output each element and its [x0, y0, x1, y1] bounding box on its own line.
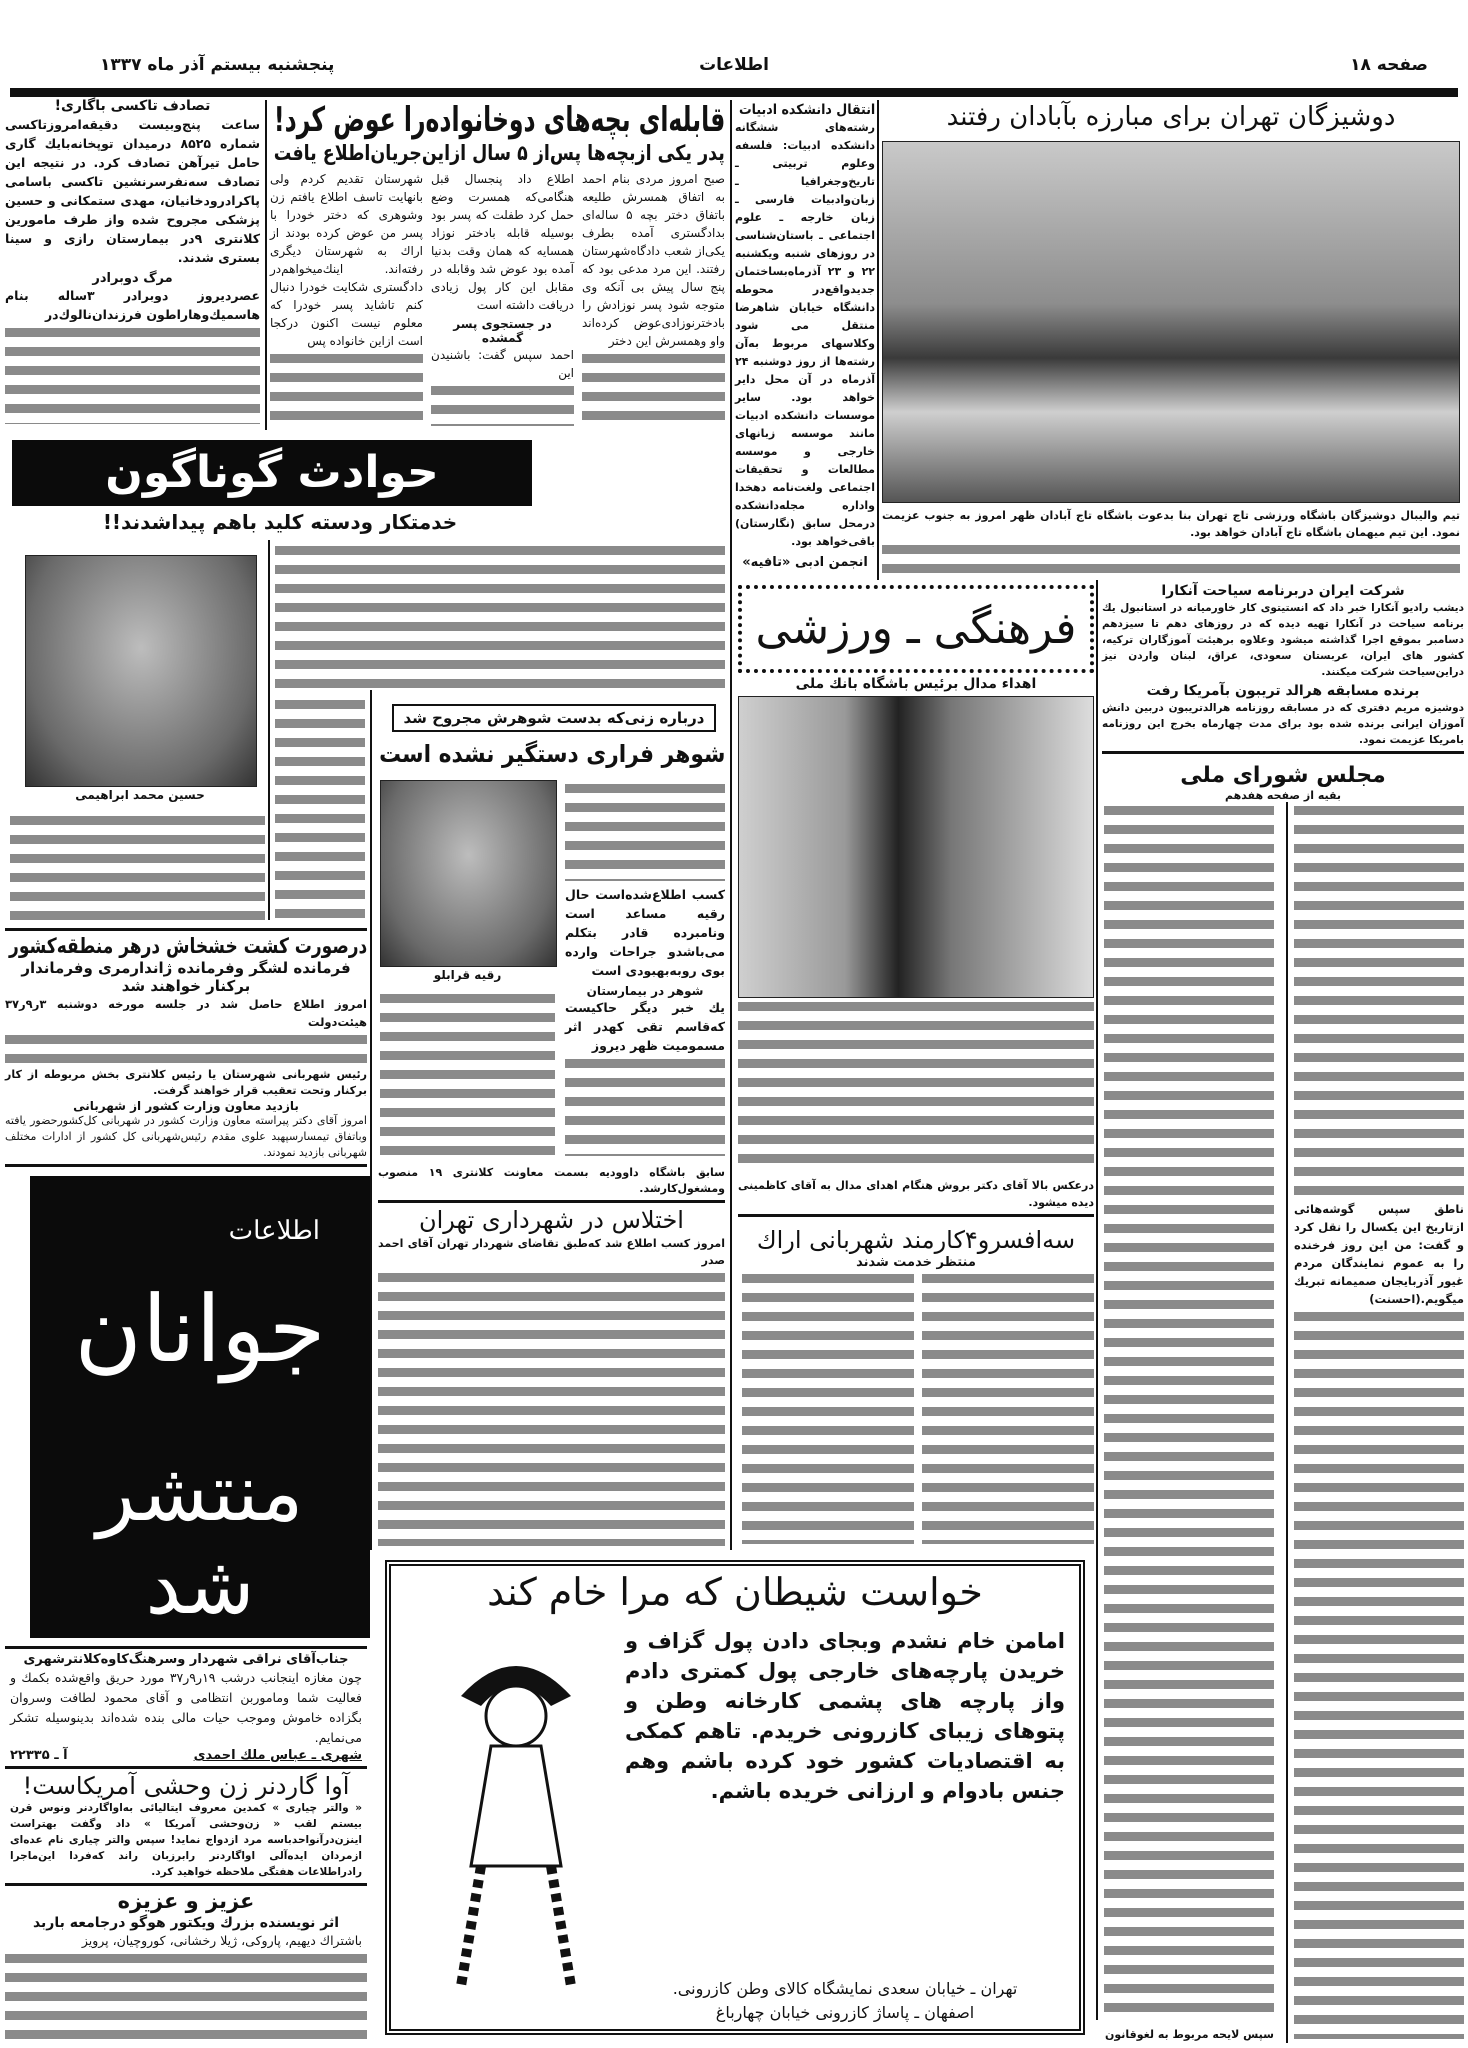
column-divider [268, 540, 270, 920]
ankara-headline: شرکت ایران دربرنامه سیاحت آنکارا [1161, 583, 1405, 599]
ad-address-isfahan: اصفهان ـ پاساژ کازرونی خیابان چهارباغ [715, 2003, 975, 2022]
section-rule [378, 1200, 725, 1203]
medal-ceremony-photo [738, 696, 1094, 998]
ava-body: « والتر چیاری » کمدین معروف ایتالیائی به‌اواگاردنر ونوس قرن بیستم لقب « زن‌وحشی آمریکا » داد وگفت بهتراست اینزن‌درآنواحدباسه مرد ازدواج نماید! سپس والتر چیاری نام عده‌ای ازمردان ایده‌آلی اواگاردنر رابرزبان راند که‌فردا این‌ماجرا رادراطلاعات هفتگی ملاحظه خواهید کرد. [10, 1802, 362, 1879]
ad-address-tehran: تهران ـ خیابان سعدی نمایشگاه کالای وطن کازرونی. [672, 1979, 1018, 1998]
thanks-headline: جناب‌آقای نراقی شهردار وسرهنگ‌کاوه‌کلانترشهری [23, 1652, 349, 1667]
ad-headline-wrap [391, 1570, 1079, 1616]
qabele-story [270, 100, 725, 430]
arak-column [922, 1270, 1094, 1548]
ad-body: امامن خام نشدم وبجای دادن پول گزاف و خریدن پارچه‌های خارجی پول کمتری دادم واز پارچه های پشمی کارخانه وطن و پتوهای زیبای کازرونی خریدم. تاهم کمکی به اقتصادیات کشور خود کرده باشم وهم جنس بادوام و ارزانی خریده باشم. [625, 1629, 1065, 1803]
adabiyat-sub-headline: انجمن ادبی «تافیه» [742, 554, 868, 570]
khashkhash-headline-wrap [5, 934, 367, 959]
jester-illustration [421, 1636, 611, 2006]
text-block [380, 994, 555, 1162]
text-block [882, 545, 1460, 574]
qabele-column [582, 170, 725, 430]
qabele-sub-headline-wrap [270, 141, 725, 166]
thanks-signature: شهری ـ عباس ملك احمدی [193, 1747, 362, 1763]
text-block [922, 1274, 1094, 1544]
thanks-headline-wrap [5, 1652, 367, 1668]
aziz-sub-headline-wrap [5, 1915, 367, 1932]
text-block [378, 1273, 725, 1546]
arak-story [738, 1226, 1094, 1548]
text-block [5, 1035, 367, 1062]
qabele-section-label: در جستجوی پسر گمشده [453, 316, 552, 346]
column-divider [877, 100, 879, 580]
khashkhash-story [5, 925, 367, 1170]
majlis-body: ناطق سپس گوشه‌هائی ازتاریخ این یکسال را نقل کرد و گفت: من این روز فرخنده را به عموم نمایندگان مردم غیور آذربایجان صمیمانه تبریك میگویم.(احسنت) [1294, 1202, 1464, 1307]
aziz-sub-headline: اثر نویسنده بزرك ویکتور هوگو درجامعه باربد [32, 1914, 340, 1931]
page-number: صفحه ۱۸ [1350, 55, 1428, 75]
javanan-advertisement [30, 1176, 370, 1638]
qabele-headline: قابله‌ای بچه‌های دوخانواده‌را عوض کرد! [273, 100, 725, 140]
adabiyat-story [735, 102, 875, 578]
shohar-headline: شوهر فراری دستگیر نشده است [378, 740, 725, 768]
section-rule [5, 1766, 367, 1769]
column-divider [370, 690, 372, 1550]
text-block [275, 700, 365, 922]
ekhtelas-headline: اختلاس در شهرداری تهران [419, 1206, 684, 1234]
khashkhash-tail: رئیس شهربانی شهرستان یا رئیس کلانتری بخش مربوطه از کار برکنار وتحت تعقیب قرار خواهند گرفت. [5, 1067, 367, 1097]
text-block [1104, 806, 1274, 2022]
majlis-headline: مجلس شورای ملی [1180, 762, 1386, 788]
taxi-sub-body: عصردیروز دوبرادر ۳ساله بنام هاسمیك‌وهاراطون فرزندان‌نالوك‌در [5, 288, 260, 323]
ad-headline: خواست شیطان که مرا خام کند [487, 1570, 983, 1614]
qabele-body-col-3: شهرستان تقدیم کردم ولی بانهایت تاسف اطلاع یافتم زن وشوهری که دختر خودرا با پسر من عوض کرده بودند از اراك به شهرستان دیگری رفته‌اند. اینك‌میخواهم‌در دادگستری شکایت خودرا دنبال کنم تاشاید پسر خودرا که معلوم نیست اکنون درکجا است ازاین خانواده پس [270, 171, 423, 348]
medal-caption: درعکس بالا آقای دکتر بروش هنگام اهدای مدال به آقای کاظمینی دیده میشود. [738, 1179, 1094, 1209]
taxi-sub-headline: مرگ دوبرادر [92, 270, 173, 286]
khashkhash-headline: درصورت کشت خشخاش درهر منطقه‌کشور [8, 934, 367, 958]
herald-headline-wrap [1102, 683, 1464, 700]
ekhtelas-body: امروز کسب اطلاع شد که‌طبق تقاضای شهردار تهران آقای احمد صدر [378, 1236, 725, 1267]
volleyball-headline-wrap [882, 102, 1460, 133]
arak-sub-headline: منتظر خدمت شدند [856, 1254, 976, 1270]
arak-headline: سه‌افسرو۴کارمند شهربانی اراك [756, 1226, 1076, 1254]
right-column-stories [1102, 583, 1464, 2043]
adabiyat-body: رشته‌های ششگانه دانشکده ادبیات: فلسفه وعلوم تربیتی ـ تاریخ‌وجغرافیا ـ زبان‌وادبیات فارسی ـ زبان خارجه ـ علوم اجتماعی ـ باستان‌شناسی در روزهای شنبه ویکشنبه ۲۲ و ۲۳ آذرماه‌بساختمان جدیدواقع‌در محوطه دانشگاه خیابان شاهرضا منتقل می شود وکلاسهای مربوط به‌آن رشته‌ها از روز دوشنبه ۲۴ آذرماه در آن محل دایر خواهد بود. سایر موسسات دانشکده ادبیات مانند موسسه زبانهای خارجی و موسسه مطالعات و تحقیقات اجتماعی ولغت‌نامه دهخدا واداره مجله‌دانشکده درمحل سابق (نگارستان) باقی‌خواهد بود. [735, 120, 876, 548]
taxi-headline: تصادف تاکسی باگاری! [54, 98, 211, 114]
text-block [742, 1274, 914, 1544]
section-rule [1102, 751, 1464, 754]
text-block [5, 1954, 367, 2041]
herald-headline: برنده مسابقه هرالد تریبون بآمریکا رفت [1146, 682, 1420, 699]
arak-columns [738, 1270, 1094, 1548]
qabele-columns [270, 170, 725, 430]
qabele-section-body: احمد سپس گفت: باشنیدن این [431, 347, 574, 380]
thanks-body: چون مغازه اینجانب درشب ۱۹ر۹ر۳۷ مورد حریق واقع‌شده بکمك و فعالیت شما وماموربن انتظامی و آقای محمود لطافت وسروان بگزاده خاموش وموجب حیات مالی بنده شده‌اند بدینوسیله تشکر می‌نمایم. [10, 1669, 362, 1745]
ad-text-column [625, 1626, 1065, 2023]
victim-photo-caption: رقیه قرابلو [433, 968, 502, 982]
shohar-kicker-box [392, 704, 716, 732]
section-banner-havades: حوادث گوناگون [12, 440, 532, 506]
medal-headline: اهداء مدال برئیس باشگاه بانك ملی [795, 676, 1037, 692]
suspect-photo [25, 555, 257, 787]
prev-story-tail: سابق باشگاه داوودیه بسمت معاونت کلانتری ۱۹ منصوب ومشغول‌کارشد. [378, 1166, 725, 1195]
ad-brand: اطلاعات [228, 1216, 320, 1246]
qabele-body-col-1: صبح امروز مردی بنام احمد به اتفاق همسرش طلیعه باتفاق دختر بچه ۵ ساله‌ای بدادگستری آمده بطرف یکی‌از شعب دادگاه‌شهرستان رفتند. این مرد مدعی بود که پنج سال پیش بی آنکه وی متوجه شود پسر نوزادش را بادختر‌نوزادی‌عوض کرده‌اند واو وهمسرش این دختر [582, 171, 725, 348]
qabele-sub-headline: پدر یکی ازبچه‌ها پس‌از ۵ سال ازاین‌جریان‌اطلاع یافت [273, 140, 725, 165]
text-block [275, 546, 725, 696]
section-rule [738, 1214, 1094, 1217]
qabele-column [270, 170, 423, 430]
adabiyat-headline: انتقال دانشکده ادبیات [738, 102, 875, 118]
arak-headline-wrap [738, 1226, 1094, 1255]
shohar-headline-wrap [375, 740, 725, 769]
thanks-footer [5, 1748, 367, 1763]
visit-headline: بازدید معاون وزارت کشور از شهربانی [73, 1098, 299, 1113]
issue-date: پنجشنبه بیستم آذر ماه ۱۳۳۷ [100, 55, 335, 75]
text-block [565, 1059, 725, 1156]
masthead-rule [10, 88, 1458, 97]
visit-body: امروز آقای دکتر پیراسته معاون وزارت کشور در شهربانی کل‌کشورحضور یافته وباتفاق تیمسارسپهبد علوی مقدم رئیس‌شهربانی کل کشور از ادارات مختلف شهربانی بازدید نمودند. [5, 1114, 367, 1159]
aziz-body: باشتراك دیهیم، پاروکی، ژیلا رخشانی، کوروچیان، پرویز [81, 1933, 362, 1949]
ad-title-line2: منتشر شد [96, 1446, 304, 1632]
ava-headline: آوا گاردنر زن وحشی آمریکاست! [22, 1771, 350, 1800]
text-block [738, 1002, 1094, 1173]
majlis-columns [1102, 802, 1464, 2043]
majlis-column [1104, 802, 1274, 2043]
suspect-photo-caption: حسین محمد ابراهیمی [75, 788, 205, 802]
khedmatkar-headline: خدمتکار ودسته کلید باهم پیداشدند!! [102, 510, 458, 534]
shohar-kicker: درباره زنی‌که بدست شوهرش مجروح شد [403, 709, 705, 727]
arak-column [742, 1270, 914, 1548]
text-block [431, 386, 574, 426]
newspaper-name: اطلاعات [699, 55, 769, 75]
volleyball-headline: دوشیزگان تهران برای مبارزه بآبادان رفتند [946, 102, 1396, 132]
majlis-kicker: بقیه از صفحه هفدهم [1224, 788, 1342, 802]
herald-body: دوشیزه مریم دفتری که در مسابقه روزنامه هرالدتریبون دربین دانش آموزان ایرانی برنده شده بود برای مدت چهارماه بخرج این روزنامه بامریکا عزیمت نمود. [1102, 701, 1464, 746]
ankara-body: دیشب رادیو آنکارا خبر داد که انستیتوی کار خاورمیانه در استانبول یك برنامه سیاحت در آنکارا تهیه دیده که در روزهای دهم تا سیزدهم دسامبر بموقع اجرا گذاشته میشود وعلاوه برهیئت آموزگاران ترکیه، کشور های ایران، عربستان سعودی، عراق، لبنان واردن نیز دراین‌سیاحت شرکت میکنند. [1102, 601, 1464, 678]
section-rule [5, 1164, 367, 1167]
fabric-advertisement [385, 1560, 1085, 2035]
text-block [10, 816, 265, 924]
victim-photo [380, 780, 557, 967]
text-block [565, 784, 725, 881]
khashkhash-sub-headline: فرمانده لشگر وفرمانده ژاندارمری وفرماندار برکنار خواهند شد [21, 959, 351, 996]
qabele-body-col-2: اطلاع داد پنجسال قبل هنگامی‌که همسرت وضع حمل کرد طفلت که پسر بود بوسیله قابله بادختر نوزاد همسایه که همان وقت بدنیا آمده بود عوض شد وقابله در مقابل این کار پول زیادی دریافت داشته است [431, 171, 574, 312]
ekhtelas-headline-wrap [378, 1206, 725, 1235]
ava-headline-wrap [5, 1772, 367, 1801]
taxi-body: ساعت پنج‌وبیست دقیقه‌امروزتاکسی شماره ۸۵۲۵ درمیدان توپخانه‌بایك گاری حامل تیرآهن تصادف کرد. در نتیجه این تصادف سه‌نفرسرنشین تاکسی باسامی پاکرادرودخانیان، مهدی ستمکانی و حسین پزشکی مجروح شده واز طرف مامورین کلانتری ۹در بیمارستان رازی و سینا بستری شدند. [5, 116, 261, 265]
thanks-ref: آ ـ ۲۲۳۳۵ [10, 1747, 68, 1763]
shohar-text-column [565, 780, 725, 1160]
continued-note: سپس لایحه مربوط به لغوقانون [1105, 2028, 1274, 2041]
shohar-body: کسب اطلاع‌شده‌است حال رقیه مساعد است ونامبرده قادر بتکلم می‌باشدو جراحات وارده بوی روبه‌بهبودی است [565, 886, 725, 978]
text-block [270, 354, 423, 426]
majlis-column [1286, 802, 1464, 2043]
section-banner-farhangi [738, 585, 1094, 673]
qabele-headline-wrap [270, 100, 725, 141]
adabiyat-headline-wrap [735, 102, 875, 119]
section-rule [5, 928, 367, 931]
medal-headline-wrap [738, 676, 1094, 693]
khashkhash-body: امروز اطلاع حاصل شد در جلسه مورخه دوشنبه ۳ر۹ر۳۷ هیئت‌دولت [5, 997, 367, 1030]
section-banner-farhangi-title: فرهنگی ـ ورزشی [755, 603, 1077, 654]
aziz-headline: عزیز و عزیزه [117, 1889, 255, 1914]
shohar-sub-body: یك خبر دیگر حاکیست که‌قاسم تقی کهدر اثر مسمومیت ظهر دیروز [565, 1000, 725, 1054]
ankara-headline-wrap [1102, 583, 1464, 600]
ekhtelas-story [378, 1165, 725, 1550]
text-block [1294, 806, 1464, 1196]
volleyball-story [882, 102, 1460, 578]
bottom-left-stories [5, 1643, 367, 2045]
volleyball-caption: تیم والیبال دوشیزگان باشگاه ورزشی تاج تهران بنا بدعوت باشگاه تاج آبادان ظهر امروز به جنوب عزیمت نمود. این تیم میهمان باشگاه تاج آبادان خواهد بود. [882, 509, 1460, 540]
shohar-sub-headline: شوهر در بیمارستان [586, 983, 704, 998]
section-rule [5, 1646, 367, 1649]
ad-title-line1: جوانان [74, 1276, 326, 1383]
qabele-column [431, 170, 574, 430]
text-block [582, 354, 725, 426]
text-block [5, 328, 260, 424]
ad-spacer [625, 1806, 1065, 1979]
column-divider [730, 100, 732, 1550]
volleyball-team-photo [882, 141, 1460, 503]
column-divider [1096, 580, 1098, 2020]
text-block [1294, 1312, 1464, 2039]
section-rule [5, 1883, 367, 1886]
medal-story [738, 585, 1094, 1220]
